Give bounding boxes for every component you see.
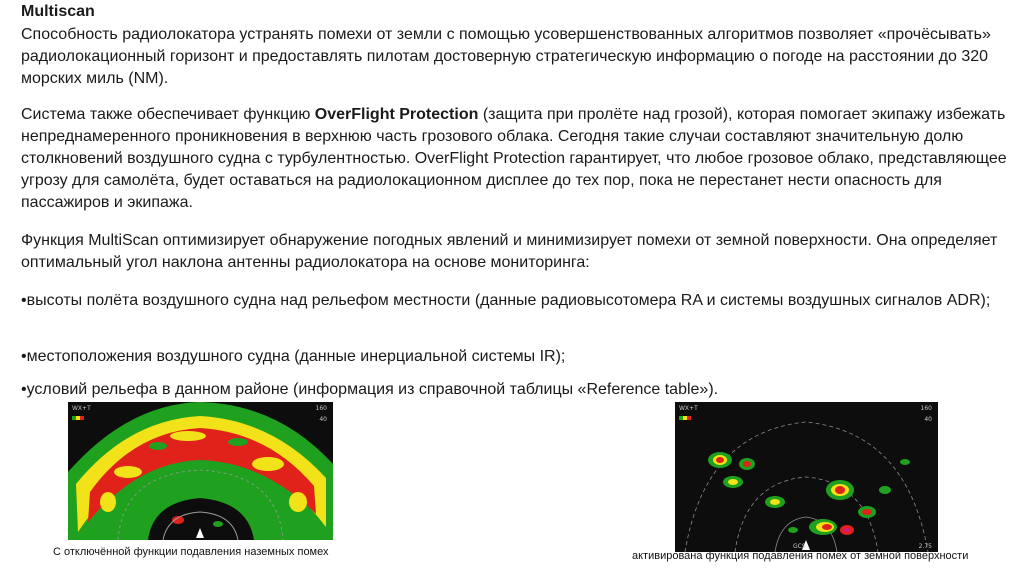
radar-image-filtered — [675, 402, 938, 552]
radar-right-range-sub: 40 — [924, 416, 932, 423]
paragraph-overflight — [21, 104, 1011, 214]
paragraph-multiscan: Функция MultiScan оптимизирует обнаружение погодных явлений и минимизирует помехи от земной поверхности. Она определяет оптимальный угол наклона антенны радиолокатора на основе мониторинга: — [21, 232, 998, 271]
radar-right-bottom-value: 2.75 — [918, 543, 932, 550]
radar-left-range-sub: 40 — [319, 416, 327, 423]
caption-filtered: активирована функция подавления помех от земной поверхности — [632, 550, 969, 562]
bullet-altitude: •высоты полёта воздушного судна над рельефом местности (данные радиовысотомера RA и системы воздушных сигналов ADR); — [21, 292, 991, 309]
radar-unfiltered-graphic — [68, 402, 333, 540]
radar-image-unfiltered — [68, 402, 333, 540]
radar-right-bottom-label: GCS — [793, 543, 806, 550]
caption-unfiltered: С отключённой функции подавления наземных помех — [53, 546, 329, 558]
radar-filtered-graphic — [675, 402, 938, 552]
overflight-protection-term: OverFlight Protection — [314, 106, 479, 123]
radar-left-range: 160 — [315, 405, 327, 412]
bullet-terrain: •условий рельефа в данном районе (информация из справочной таблицы «Reference table»). — [21, 381, 719, 398]
radar-right-mode-label: WX+T — [679, 405, 698, 412]
slide-title: Multiscan — [21, 3, 95, 20]
paragraph-overflight-rest: (защита при пролёте над грозой), которая помогает экипажу избежать непреднамеренного проникновения в верхнюю часть грозового облака. Сегодня такие случаи составляют значительную долю столкновений воздушного судна с турбулентностью. OverFlight Protection гарантирует, что любое грозовое облако, представляющее угрозу для самолёта, будет оставаться на радиолокационном дисплее до тех пор, пока не перестанет нести опасность для пассажиров и экипажа. — [21, 106, 1007, 211]
bullet-position: •местоположения воздушного судна (данные инерциальной системы IR); — [21, 348, 566, 365]
paragraph-overflight-start: Система также обеспечивает функцию — [21, 106, 315, 123]
radar-left-mode-label: WX+T — [72, 405, 91, 412]
paragraph-range: Способность радиолокатора устранять помехи от земли с помощью усовершенствованных алгоритмов позволяет «прочёсывать» радиолокационный горизонт и предоставлять пилотам достоверную стратегическую информацию о погоде на расстоянии до 320 морских миль (NM). — [21, 26, 991, 87]
radar-right-range: 160 — [920, 405, 932, 412]
